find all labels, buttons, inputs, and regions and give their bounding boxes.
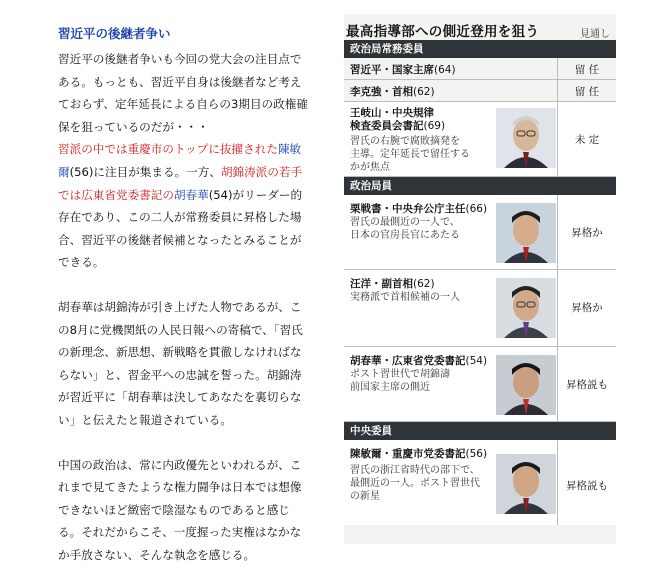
member-description: 習氏の最側近の一人で、 日本の官房長官にあたる xyxy=(350,216,460,242)
member-row xyxy=(344,270,616,347)
highlight-name: 胡春華 xyxy=(174,188,209,202)
member-row xyxy=(344,347,616,422)
outlook-status: 昇格説も xyxy=(558,377,616,392)
outlook-status: 留 任 xyxy=(558,84,616,99)
outlook-status: 留 任 xyxy=(558,62,616,77)
member-name: 栗戦書・中央弁公庁主任(66) xyxy=(350,201,487,216)
column-header-outlook: 見通し xyxy=(580,25,614,40)
member-name: 胡春華・広東省党委書記(54) xyxy=(350,353,487,368)
article-paragraph-4: 中国の政治は、常に内政優先といわれるが、これまで見てきたような権力闘争は日本では想像できないほど緻密で陰湿なものであると感じる。それだからこそ、一度握った実権はなかなか手放さない、そんな執念を感じる。 xyxy=(58,454,308,566)
portrait-photo xyxy=(496,278,556,338)
portrait-photo xyxy=(496,355,556,415)
member-row xyxy=(344,440,616,525)
outlook-status: 昇格説も xyxy=(558,478,616,493)
member-name: 陳敏爾・重慶市党委書記(56) xyxy=(350,446,487,461)
panel-title: 最高指導部への側近登用を狙う xyxy=(346,20,539,40)
text: (54)がリーダー的存在であり、この二人が常務委員に昇格した場合、習近平の後継者候補となったとみることができる。 xyxy=(58,188,302,270)
member-row xyxy=(344,80,616,102)
article-paragraph-1: 習近平の後継者争いも今回の党大会の注目点である。もっとも、習近平自身は後継者など考えておらず、定年延長による自らの3期目の政権確保を狙っているのだが・・・ xyxy=(58,48,308,138)
article-paragraph-2 xyxy=(58,138,308,274)
section-politburo: 政治局員 xyxy=(344,177,616,195)
member-name: 王岐山・中央規律 検査委員会書記(69) xyxy=(350,107,445,133)
section-standing-committee: 政治局常務委員 xyxy=(344,40,616,58)
highlight-red: 胡錦涛派の若手では広東省党委書記の xyxy=(58,165,302,202)
member-description: 実務派で首相候補の一人 xyxy=(350,291,460,304)
member-row xyxy=(344,102,616,177)
member-description: ポスト習世代で胡錦濤 前国家主席の側近 xyxy=(350,368,450,394)
member-name: 汪洋・副首相(62) xyxy=(350,276,435,291)
outlook-status: 未 定 xyxy=(558,132,616,147)
article xyxy=(58,24,308,566)
leadership-panel xyxy=(344,14,616,544)
portrait-photo xyxy=(496,203,556,263)
portrait-photo xyxy=(496,454,556,514)
section-central-committee: 中央委員 xyxy=(344,422,616,440)
member-name: 習近平・国家主席(64) xyxy=(350,62,456,77)
article-title: 習近平の後継者争い xyxy=(58,24,308,42)
member-name: 李克強・首相(62) xyxy=(350,84,435,99)
article-paragraph-3: 胡春華は胡錦涛が引き上げた人物であるが、この8月に党機関紙の人民日報への寄稿で、「習氏の新理念、新思想、新戦略を貫徹しなければならない」と、習金平への忠誠を誓った。胡錦涛が習近平に「胡春華は決してあなたを裏切らない」と伝えたと報道されている。 xyxy=(58,296,308,432)
portrait-photo xyxy=(496,108,556,168)
member-row xyxy=(344,58,616,80)
member-description: 習氏の右腕で腐敗摘発を 主導。定年延長で留任する かが焦点 xyxy=(350,135,470,174)
member-description: 習氏の浙江省時代の部下で、 最側近の一人。ポスト習世代 の新星 xyxy=(350,464,480,503)
highlight-red: 習派の中では重慶市のトップに抜擢された xyxy=(58,142,278,156)
outlook-status: 昇格か xyxy=(558,300,616,315)
outlook-status: 昇格か xyxy=(558,225,616,240)
highlight-name: 陳敏爾 xyxy=(58,142,301,179)
text: (56)に注目が集まる。一方、 xyxy=(70,165,221,179)
member-row xyxy=(344,195,616,270)
